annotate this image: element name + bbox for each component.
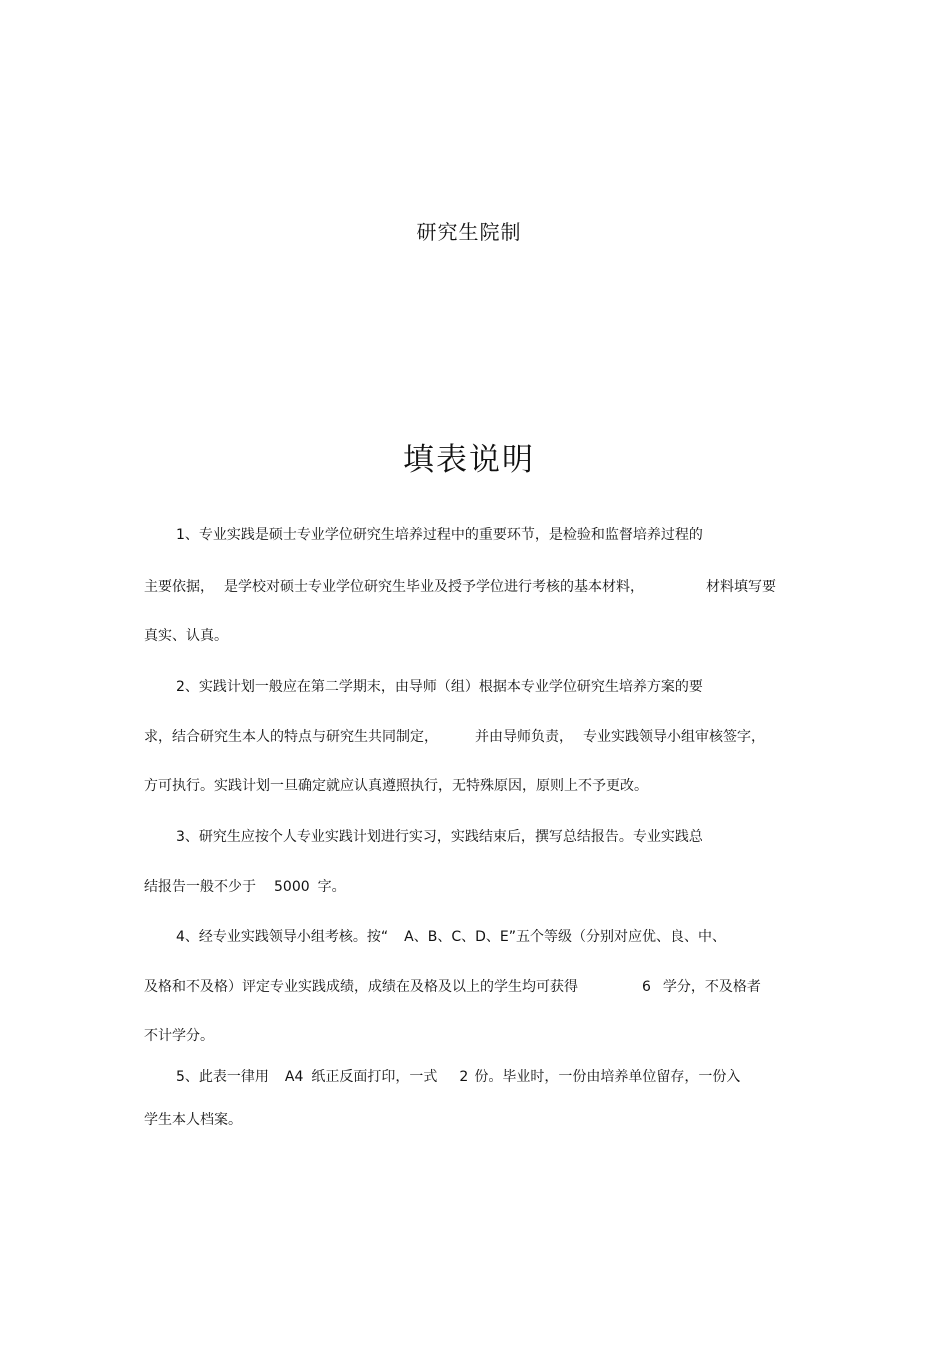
item2-line1: 2、实践计划一般应在第二学期末，由导师（组）根据本专业学位研究生培养方案的要: [176, 679, 703, 695]
item2-line2: [144, 727, 765, 747]
item4-line1: [176, 927, 726, 947]
item2-line3: 方可执行。实践计划一旦确定就应认真遵照执行，无特殊原因，原则上不予更改。: [144, 778, 648, 794]
item2-line2-part-a: 求，结合研究生本人的特点与研究生共同制定，: [144, 729, 438, 745]
item5-line1-part-c: 纸正反面打印，一式: [311, 1069, 438, 1085]
item4-line2-part-a: 及格和不及格）评定专业实践成绩，成绩在及格及以上的学生均可获得: [144, 979, 578, 995]
item4-line2-number: 6: [642, 979, 651, 995]
item1-line3: 真实、认真。: [144, 628, 228, 644]
item5-line1-copies: 2: [459, 1069, 469, 1085]
item4-line1-part-b: A、B、C、D、E”五个等级（分别对应优、良、中、: [404, 929, 727, 945]
item5-line2: 学生本人档案。: [144, 1112, 242, 1128]
item4-line3: 不计学分。: [144, 1028, 214, 1044]
item5-line1: [176, 1067, 740, 1087]
item5-line1-part-e: 份。毕业时，一份由培养单位留存，一份入: [474, 1069, 741, 1085]
item1-line2-part-b: 是学校对硕士专业学位研究生毕业及授予学位进行考核的基本材料，: [224, 579, 644, 595]
item2-line2-part-b: 并由导师负责，: [475, 729, 573, 745]
item3-line2-part-c: 字。: [317, 879, 346, 895]
item3-line2: [144, 877, 346, 897]
item3-line2-part-a: 结报告一般不少于: [144, 879, 256, 895]
item3-line2-number: 5000: [274, 879, 310, 895]
item1-line2-part-c: 材料填写要: [706, 579, 776, 595]
item1-line2-part-a: 主要依据，: [144, 579, 214, 595]
item1-line1: 1、专业实践是硕士专业学位研究生培养过程中的重要环节，是检验和监督培养过程的: [176, 527, 703, 543]
issuer-label: 研究生院制: [416, 220, 522, 244]
item4-line1-part-a: 4、经专业实践领导小组考核。按“: [176, 929, 389, 945]
item3-line1: 3、研究生应按个人专业实践计划进行实习，实践结束后，撰写总结报告。专业实践总: [176, 829, 703, 845]
page-title: 填表说明: [403, 442, 535, 478]
item5-line1-paper-size: A4: [284, 1069, 304, 1085]
item2-line2-part-c: 专业实践领导小组审核签字，: [583, 729, 765, 745]
item1-line2: [144, 577, 776, 597]
item4-line2: [144, 977, 761, 997]
item5-line1-part-a: 5、此表一律用: [176, 1069, 269, 1085]
item4-line2-part-c: 学分，不及格者: [662, 979, 761, 995]
